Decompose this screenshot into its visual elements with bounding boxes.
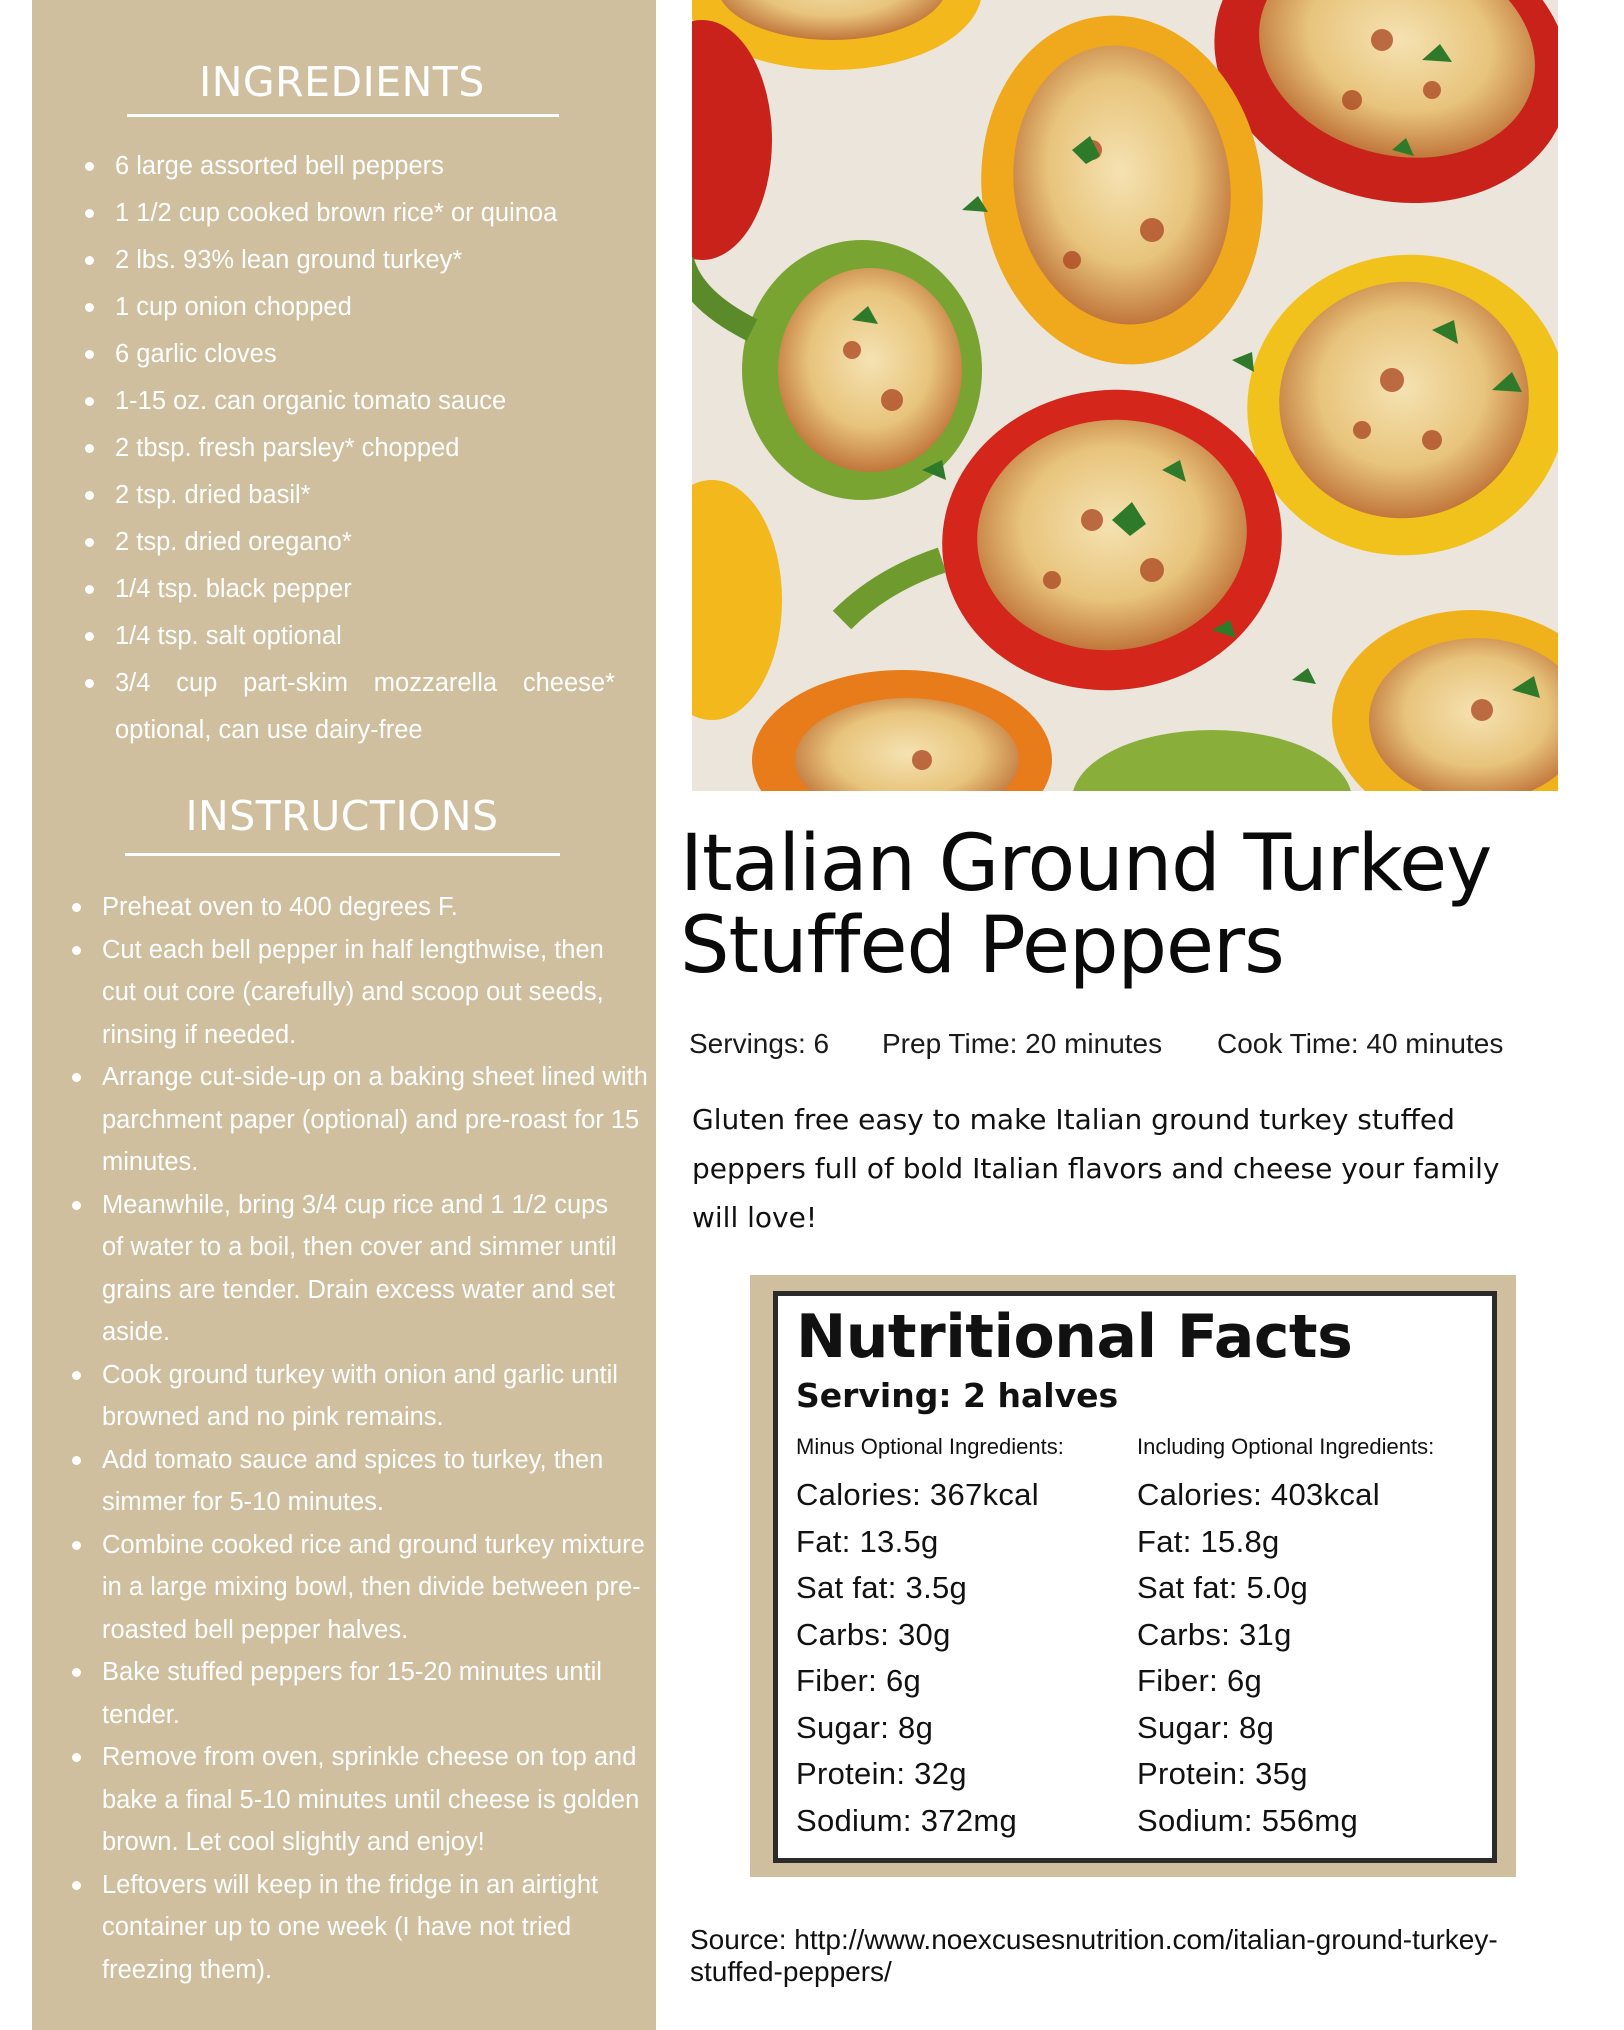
ingredient-item: 2 tsp. dried basil*	[115, 472, 655, 519]
nutrition-fact: Sat fat: 3.5g	[796, 1570, 968, 1605]
instruction-step: Preheat oven to 400 degrees F.	[102, 886, 668, 929]
nutrition-panel	[750, 1275, 1516, 1877]
nutrition-fact: Fiber: 6g	[796, 1663, 922, 1698]
ingredients-heading: INGREDIENTS	[199, 58, 485, 106]
nutrition-fact: Fat: 15.8g	[1137, 1523, 1280, 1559]
ingredient-item: 2 tsp. dried oregano*	[115, 519, 655, 566]
nutrition-minus-column	[796, 1434, 1064, 1844]
instruction-step: Leftovers will keep in the fridge in an airtight container up to one week (I have not tried freezing them).	[102, 1864, 668, 1992]
instruction-step: Bake stuffed peppers for 15-20 minutes until tender.	[102, 1651, 622, 1736]
ingredient-item: 1/4 tsp. salt optional	[115, 613, 655, 660]
instruction-step: Cook ground turkey with onion and garlic until browned and no pink remains.	[102, 1354, 632, 1439]
nutrition-title: Nutritional Facts	[796, 1302, 1353, 1372]
instruction-step: Add tomato sauce and spices to turkey, then simmer for 5-10 minutes.	[102, 1439, 622, 1524]
ingredient-item: 1 cup onion chopped	[115, 284, 655, 331]
instruction-step: Remove from oven, sprinkle cheese on top and bake a final 5-10 minutes until cheese is golden brown. Let cool slightly and enjoy!	[102, 1736, 668, 1864]
instructions-list	[102, 886, 668, 1991]
ingredient-item: 1/4 tsp. black pepper	[115, 566, 655, 613]
prep-time: Prep Time: 20 minutes	[882, 1028, 1163, 1059]
recipe-title-line1: Italian Ground Turkey	[680, 819, 1492, 909]
ingredients-list	[115, 143, 655, 754]
nutrition-serving: Serving: 2 halves	[796, 1376, 1119, 1415]
ingredient-item: 1-15 oz. can organic tomato sauce	[115, 378, 655, 425]
source-link[interactable]: Source: http://www.noexcusesnutrition.com/italian-ground-turkey-stuffed-peppers/	[690, 1924, 1498, 1987]
nutrition-fact: Sugar: 8g	[796, 1709, 934, 1745]
recipe-title-line2: Stuffed Peppers	[680, 901, 1284, 991]
instructions-heading: INSTRUCTIONS	[185, 792, 499, 840]
ingredient-item: 2 tbsp. fresh parsley* chopped	[115, 425, 655, 472]
ingredients-heading-rule	[127, 114, 559, 117]
nutrition-minus-heading: Minus Optional Ingredients:	[796, 1434, 1064, 1459]
instructions-heading-rule	[125, 853, 560, 856]
left-panel	[32, 0, 656, 2030]
recipe-description: Gluten free easy to make Italian ground turkey stuffed peppers full of bold Italian flavors and cheese your family will love!	[692, 1103, 1500, 1234]
nutrition-fact: Fat: 13.5g	[796, 1523, 939, 1559]
ingredient-item: 6 garlic cloves	[115, 331, 655, 378]
nutrition-fact: Carbs: 31g	[1137, 1616, 1292, 1652]
nutrition-including-heading: Including Optional Ingredients:	[1137, 1434, 1435, 1459]
cook-time: Cook Time: 40 minutes	[1217, 1028, 1504, 1059]
nutrition-fact: Sodium: 556mg	[1137, 1802, 1359, 1838]
nutrition-fact: Carbs: 30g	[796, 1616, 951, 1652]
ingredient-item: 1 1/2 cup cooked brown rice* or quinoa	[115, 190, 655, 237]
nutrition-fact: Sugar: 8g	[1137, 1709, 1275, 1745]
nutrition-fact: Protein: 35g	[1137, 1756, 1308, 1791]
nutrition-fact: Sodium: 372mg	[796, 1802, 1018, 1838]
nutrition-fact: Sat fat: 5.0g	[1137, 1570, 1309, 1605]
recipe-title	[680, 819, 1580, 991]
instruction-step: Combine cooked rice and ground turkey mixture in a large mixing bowl, then divide between pre-roasted bell pepper halves.	[102, 1524, 668, 1652]
ingredient-item: 6 large assorted bell peppers	[115, 143, 655, 190]
instruction-step: Cut each bell pepper in half lengthwise, then cut out core (carefully) and scoop out seeds, rinsing if needed.	[102, 929, 622, 1057]
instruction-step: Arrange cut-side-up on a baking sheet lined with parchment paper (optional) and pre-roast for 15 minutes.	[102, 1056, 668, 1184]
nutrition-fact: Calories: 367kcal	[796, 1477, 1039, 1512]
nutrition-fact: Protein: 32g	[796, 1756, 967, 1791]
servings: Servings: 6	[689, 1028, 830, 1059]
nutrition-fact: Calories: 403kcal	[1137, 1477, 1380, 1512]
nutrition-fact: Fiber: 6g	[1137, 1663, 1263, 1698]
ingredient-item: 3/4 cup part-skim mozzarella cheese* optional, can use dairy-free	[115, 660, 615, 754]
nutrition-box	[773, 1291, 1497, 1863]
stuffed-peppers-photo	[692, 0, 1558, 791]
ingredient-item: 2 lbs. 93% lean ground turkey*	[115, 237, 655, 284]
nutrition-including-column	[1137, 1434, 1434, 1844]
instruction-step: Meanwhile, bring 3/4 cup rice and 1 1/2 cups of water to a boil, then cover and simmer until grains are tender. Drain excess water and set aside.	[102, 1184, 632, 1354]
